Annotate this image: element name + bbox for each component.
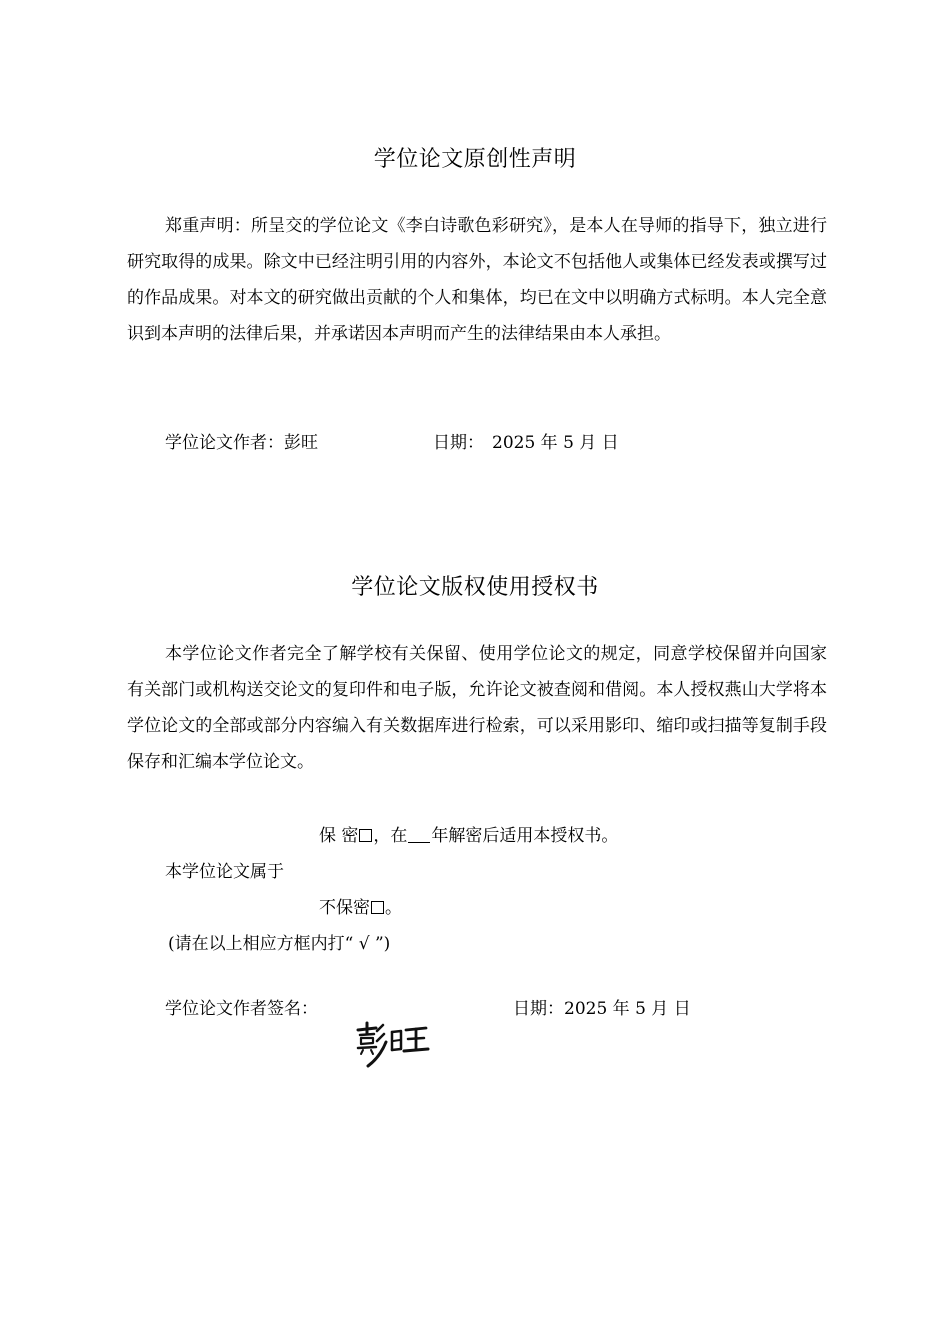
date-label: 日期： [433, 433, 484, 453]
date-value: 2025 年 5 月 日 [492, 433, 619, 453]
option-public-line [319, 893, 402, 918]
instruction-text: (请在以上相应方框内打“ √ ”) [168, 934, 391, 954]
author-name: 彭旺 [284, 433, 318, 453]
option-public-suffix: 。 [385, 898, 402, 918]
belongs-label: 本学位论文属于 [165, 862, 284, 882]
declaration-author-line [165, 428, 318, 453]
authorization-date-line [513, 994, 691, 1019]
option-secret-prefix: 保 密 [319, 826, 359, 846]
declaration-body: 郑重声明：所呈交的学位论文《李白诗歌色彩研究》，是本人在导师的指导下，独立进行研究取得的成果。除文中已经注明引用的内容外，本论文不包括他人或集体已经发表或撰写过的作品成果。对本文的研究做出贡献的个人和集体，均已在文中以明确方式标明。本人完全意识到本声明的法律后果，并承诺因本声明而产生的法律结果由本人承担。 [127, 216, 827, 344]
declaration-title: 学位论文原创性声明 [373, 147, 577, 172]
option-public-label: 不保密 [319, 898, 370, 918]
author-label: 学位论文作者： [165, 433, 284, 453]
date-label: 日期： [513, 999, 564, 1019]
option-secret-line [319, 821, 618, 846]
declaration-date-line [433, 428, 619, 453]
handwritten-signature [354, 1020, 430, 1068]
date-value: 2025 年 5 月 日 [564, 999, 691, 1019]
years-blank[interactable] [408, 828, 430, 843]
authorization-title: 学位论文版权使用授权书 [351, 575, 599, 600]
option-secret-suffix: 年解密后适用本授权书。 [431, 826, 619, 846]
signature-label: 学位论文作者签名： [165, 999, 318, 1019]
secret-checkbox[interactable] [359, 829, 372, 842]
option-secret-middle: ，在 [373, 826, 408, 846]
public-checkbox[interactable] [371, 901, 384, 914]
authorization-body: 本学位论文作者完全了解学校有关保留、使用学位论文的规定，同意学校保留并向国家有关部门或机构送交论文的复印件和电子版，允许论文被查阅和借阅。本人授权燕山大学将本学位论文的全部或部分内容编入有关数据库进行检索，可以采用影印、缩印或扫描等复制手段保存和汇编本学位论文。 [127, 644, 827, 772]
